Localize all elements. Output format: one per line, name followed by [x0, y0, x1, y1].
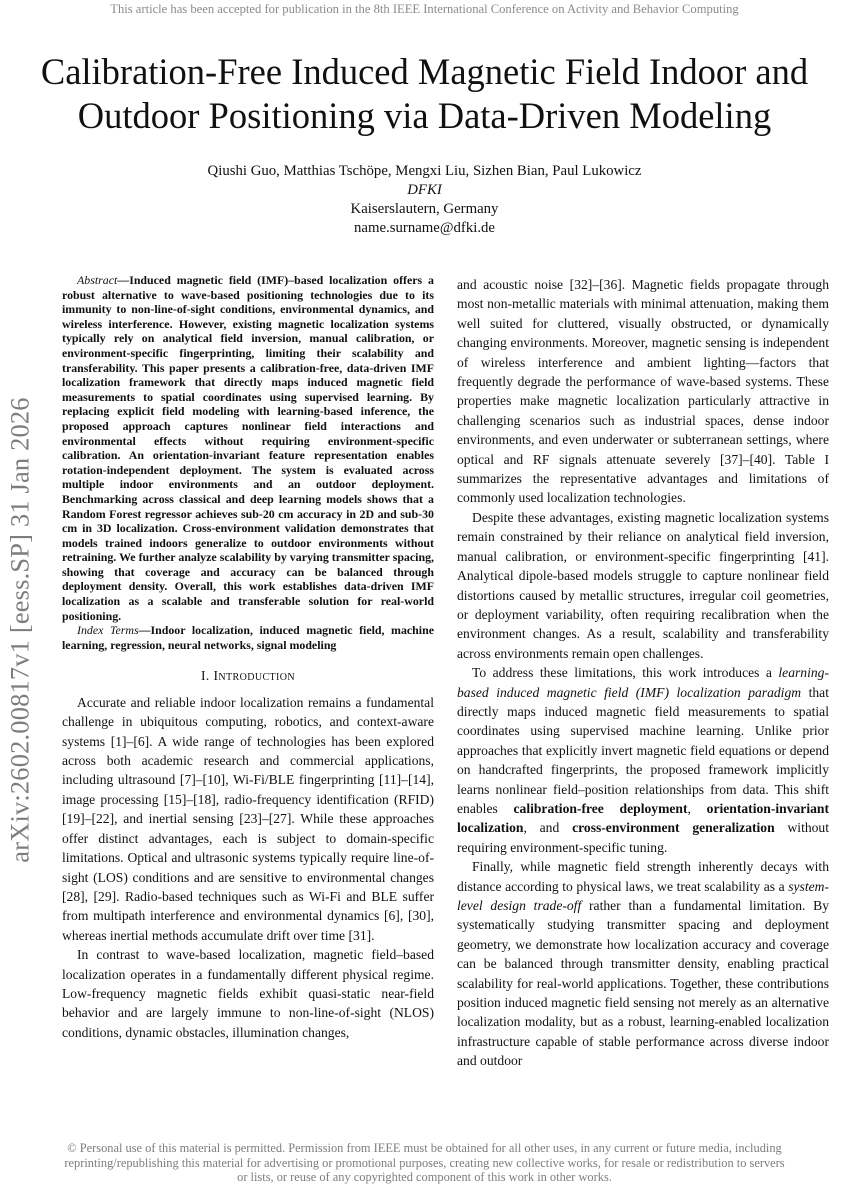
abstract-label: Abstract — [77, 273, 118, 287]
paper-title: Calibration-Free Induced Magnetic Field Indoor and Outdoor Positioning via Data-Driven Modeling — [40, 51, 809, 136]
intro-paragraph-5 — [457, 857, 829, 1070]
publication-banner: This article has been accepted for publication in the 8th IEEE International Conference on Activity and Behavior Computing — [110, 2, 739, 16]
intro-paragraph-2-continued: and acoustic noise [32]–[36]. Magnetic fields propagate through most non-metallic materials with minimal attenuation, making them well suited for cluttered, visually obstructed, or dynamically changing environments. Moreover, magnetic sensing is independent of wireless interference and ambient lighting—factors that frequently degrade the performance of wave-based systems. These properties make magnetic localization particularly attractive in challenging scenarios such as industrial spaces, dense indoor environments, and even underwater or subterranean settings, where optical and RF signals attenuate severely [37]–[40]. Table I summarizes the representative advantages and limitations of commonly used localization technologies. — [457, 277, 829, 506]
emphasis-paradigm: learning-based induced magnetic field (IMF) localization paradigm — [457, 665, 829, 700]
text-run: that directly maps induced magnetic field measurements to spatial coordinates using supervised machine learning. Unlike prior approaches that explicitly invert magnetic field equations or depend on handcrafted fingerprints, the proposed framework implicitly learns nonlinear field–position relationships from data. This shift enables — [457, 684, 829, 816]
bold-orientation-invariant: orientation-invariant localization — [457, 800, 829, 836]
right-column — [457, 275, 829, 1071]
affiliation-location: Kaiserslautern, Germany — [350, 201, 499, 217]
text-run: rather than a fundamental limitation. By systematically studying transmitter spacing and deployment geometry, we demonstrate how localization accuracy and coverage can be balanced through transmitter density, enabling practical scalability for real-world applications. Together, these contributions position induced magnetic field sensing not merely as an alternative localization modality, but as a robust, learning-enabled localization infrastructure capable of stable performance across diverse indoor and outdoor — [457, 898, 830, 1069]
section-heading-introduction: I. Introduction — [200, 668, 296, 684]
bold-cross-environment: cross-environment generalization — [572, 820, 775, 836]
index-terms-text: —Indoor localization, induced magnetic field, machine learning, regression, neural networks, signal modeling — [62, 623, 434, 652]
text-run: , — [687, 800, 707, 816]
emphasis-trade-off: system-level design trade-off — [457, 878, 829, 913]
author-email[interactable]: name.surname@dfki.de — [354, 220, 495, 236]
left-column — [62, 273, 434, 1042]
intro-paragraph-2: In contrast to wave-based localization, magnetic field–based localization operates in a fundamentally different physical regime. Low-frequency magnetic fields exhibit quasi-static near-field behavior and are largely immune to non-line-of-sight (NLOS) conditions, dynamic obstacles, illumination changes, — [62, 947, 434, 1040]
index-terms-label: Index Terms — [77, 623, 139, 638]
intro-paragraph-4 — [457, 663, 829, 857]
copyright-footer: © Personal use of this material is permitted. Permission from IEEE must be obtained for all other uses, in any current or future media, including reprinting/republishing this material for advertising or promotional purposes, creating new collective works, for resale or redistribution to servers or lists, or reuse of any copyrighted component of this work in other works. — [64, 1141, 785, 1184]
text-run: without requiring environment-specific tuning. — [457, 820, 830, 855]
text-run: , and — [523, 820, 573, 836]
author-block — [40, 162, 809, 238]
author-list: Qiushi Guo, Matthias Tschöpe, Mengxi Liu, Sizhen Bian, Paul Lukowicz — [207, 163, 642, 179]
intro-paragraph-3: Despite these advantages, existing magnetic localization systems remain constrained by their reliance on analytical field inversion, manual calibration, or environment-specific fingerprinting [41]. Analytical dipole-based models struggle to capture nonlinear field distortions caused by metallic structures, irregular coil geometries, or deployment variability, often requiring recalibration when the environment changes. As a result, scalability and transferability across environments remain open challenges. — [457, 509, 829, 661]
abstract — [62, 273, 434, 623]
text-run: To address these limitations, this work introduces a — [472, 665, 779, 681]
intro-paragraph-1: Accurate and reliable indoor localization remains a fundamental challenge in ubiquitous computing, robotics, and context-aware systems [1]–[6]. A wide range of technologies has been explored across both academic research and commercial applications, including ultrasound [7]–[10], Wi-Fi/BLE fingerprinting [11]–[14], image processing [15]–[18], radio-frequency identification (RFID) [19]–[22], and inertial sensing [23]–[27]. While these approaches offer distinct advantages, each is subject to domain-specific limitations. Optical and ultrasonic systems typically require line-of-sight (LOS) conditions and are sensitive to environmental changes [28], [29]. Radio-based techniques such as Wi-Fi and BLE suffer from multipath interference and environmental dynamics [6], [30], whereas inertial methods accumulate drift over time [31]. — [62, 694, 434, 943]
bold-calibration-free: calibration-free deployment — [513, 800, 688, 816]
affiliation-org: DFKI — [407, 182, 442, 198]
arxiv-sidebar — [2, 310, 38, 950]
index-terms — [62, 623, 434, 652]
abstract-text: —Induced magnetic field (IMF)–based localization offers a robust alternative to wave-based positioning technologies due to its immunity to non-line-of-sight conditions, environmental dynamics, and wireless interference. However, existing magnetic localization systems typically rely on analytical field inversion, manual calibration, or environment-specific fingerprinting, limiting their scalability and transferability. This paper presents a calibration-free, data-driven IMF localization framework that directly maps induced magnetic field measurements to spatial coordinates using supervised learning. By replacing explicit field modeling with learning-based inference, the proposed approach captures nonlinear field interactions and environmental effects without requiring environment-specific calibration. An orientation-invariant feature representation enables rotation-independent deployment. The system is evaluated across multiple indoor environments and an outdoor deployment. Benchmarking across classical and deep learning models shows that a Random Forest regressor achieves sub-20 cm accuracy in 2D and sub-30 cm in 3D localization. Cross-environment validation demonstrates that models trained indoors generalize to outdoor environments without retraining. We further analyze scalability by varying transmitter spacing, showing that coverage and accuracy can be balanced through deployment density. Overall, this work establishes data-driven IMF localization as a scalable and transferable solution for real-world positioning. — [62, 273, 434, 623]
arxiv-identifier: arXiv:2602.00817v1 [eess.SP] 31 Jan 2026 — [4, 397, 35, 863]
text-run: Finally, while magnetic field strength inherently decays with distance according to physical laws, we treat scalability as a — [457, 859, 829, 894]
